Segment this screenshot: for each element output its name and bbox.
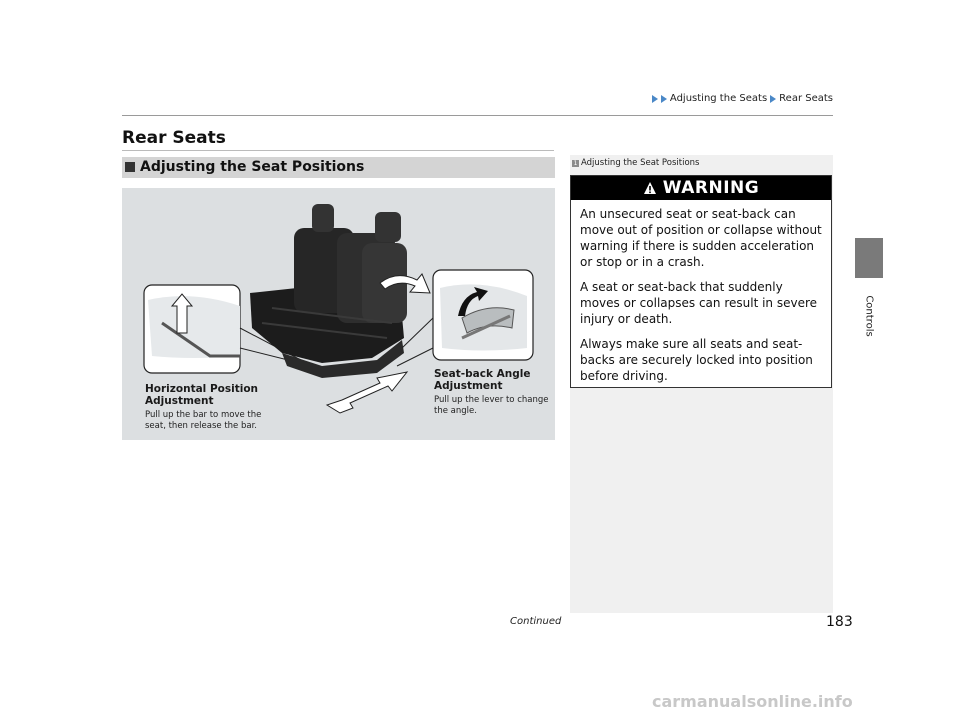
subsection-title-text: Adjusting the Seat Positions (140, 159, 365, 175)
horizontal-adjustment-desc: Pull up the bar to move the seat, then release the bar. (145, 410, 262, 431)
arrow-right-icon (770, 95, 776, 103)
slide-double-arrow-icon (327, 372, 407, 413)
breadcrumb-link-adjusting-seats[interactable]: Adjusting the Seats (669, 93, 768, 104)
warning-paragraph: Always make sure all seats and seat-backs are securely locked into position before driving. (580, 337, 813, 383)
seatback-adjustment-desc: Pull up the lever to change the angle. (434, 395, 549, 416)
seat-body (250, 204, 407, 378)
horizontal-adjustment-title: Horizontal Position Adjustment (145, 383, 259, 407)
warning-triangle-icon (643, 181, 657, 195)
seatback-adjustment-title: Seat-back Angle Adjustment (434, 368, 531, 392)
square-bullet-icon (125, 162, 135, 172)
warning-paragraph: A seat or seat-back that suddenly moves or collapses can result in severe injury or death. (580, 280, 818, 326)
warning-body (580, 206, 823, 393)
section-title: Rear Seats (122, 128, 226, 148)
continued-label: Continued (510, 616, 562, 627)
warning-label: WARNING (662, 178, 760, 198)
subsection-title (125, 159, 364, 175)
header-divider (122, 115, 833, 116)
note-reference (572, 158, 699, 168)
chapter-tab-label: Controls (863, 295, 875, 337)
chapter-tab[interactable] (855, 238, 883, 278)
reference-number-icon: 1 (573, 159, 578, 167)
warning-paragraph: An unsecured seat or seat-back can move out of position or collapse without warning if there is sudden acceleration or stop or in a crash. (580, 207, 822, 269)
note-reference-label[interactable]: Adjusting the Seat Positions (581, 158, 700, 168)
warning-box (570, 175, 832, 388)
warning-header (571, 176, 831, 200)
watermark: carmanualsonline.info (652, 692, 853, 711)
breadcrumb (652, 93, 833, 104)
arrow-right-icon (661, 95, 667, 103)
breadcrumb-current-rear-seats: Rear Seats (779, 93, 833, 104)
arrow-right-icon (652, 95, 658, 103)
section-divider (122, 150, 554, 151)
page-number: 183 (826, 614, 853, 630)
